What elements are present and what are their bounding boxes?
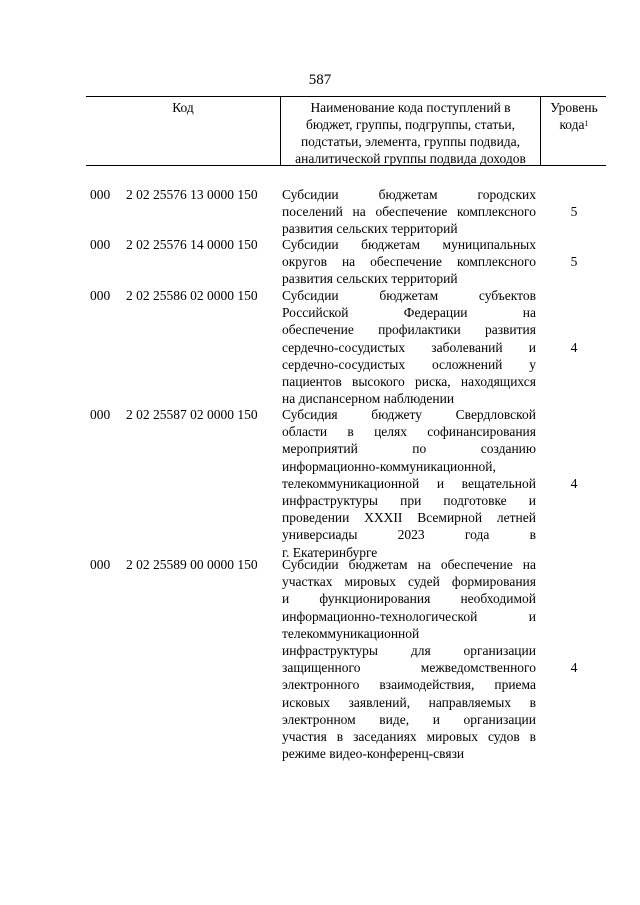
row-name-line: инфраструктуры при подготовке и: [282, 493, 536, 509]
header-level-word: кода: [559, 117, 585, 132]
header-code: Код: [172, 100, 194, 115]
row-name-line: участках мировых судей формирования: [282, 574, 536, 590]
row-level: 5: [570, 204, 578, 220]
row-name: [282, 556, 536, 762]
row-code: 2 02 25576 14 0000 150: [126, 237, 258, 252]
header-name-line: Наименование кода поступлений в: [310, 100, 511, 115]
row-name-line: Субсидия бюджету Свердловской: [282, 407, 536, 422]
row-name-line: мероприятий по созданию: [282, 441, 536, 457]
row-name-line: Субсидии бюджетам муниципальных: [282, 237, 536, 252]
row-name-line: сердечно-сосудистых осложнений у: [282, 356, 536, 372]
row-name-line: проведении XXXII Всемирной летней: [282, 510, 536, 526]
row-code: 2 02 25589 00 0000 150: [126, 557, 258, 572]
row-name-line: универсиады 2023 года в: [282, 527, 536, 543]
table-row: [86, 236, 606, 288]
row-name-line: обеспечение профилактики развития: [282, 322, 536, 338]
row-kind: 000: [90, 288, 111, 303]
row-kind: 000: [90, 187, 111, 202]
row-name-line: участия в заседаниях мировых судов в: [282, 729, 536, 745]
row-name-line: информационно-технологической и: [282, 608, 536, 624]
row-code: 2 02 25586 02 0000 150: [126, 288, 258, 303]
header-name-line: аналитической группы подвида доходов: [295, 151, 526, 166]
row-name: [282, 236, 536, 288]
table-row: [86, 186, 606, 238]
row-name-line: развития сельских территорий: [282, 271, 458, 287]
row-name-line: электронного взаимодействия, приема: [282, 677, 536, 693]
row-name: [282, 287, 536, 407]
row-name-line: сердечно-сосудистых заболеваний и: [282, 339, 536, 355]
row-kind: 000: [90, 237, 111, 252]
row-name-line: телекоммуникационной: [282, 625, 420, 641]
header-name-line: бюджет, группы, подгруппы, статьи,: [306, 117, 515, 132]
header-level: [541, 97, 607, 165]
table-header: [86, 96, 606, 166]
row-level: 5: [570, 254, 578, 270]
row-name-line: информационно-коммуникационной,: [282, 458, 496, 474]
row-code: 2 02 25587 02 0000 150: [126, 407, 258, 422]
row-name: [282, 186, 536, 238]
row-code: 2 02 25576 13 0000 150: [126, 187, 258, 202]
row-name-line: округов на обеспечение комплексного: [282, 254, 536, 270]
header-level-line: [541, 116, 607, 133]
row-name-line: Субсидии бюджетам субъектов: [282, 288, 536, 303]
table-row: [86, 556, 606, 762]
row-kind: 000: [90, 407, 111, 422]
row-name-line: режиме видео-конференц-связи: [282, 746, 465, 762]
table-row: [86, 406, 606, 561]
header-name-line: подстатьи, элемента, группы подвида,: [300, 134, 521, 149]
row-name-line: на диспансерном наблюдении: [282, 391, 455, 407]
row-name-line: области в целях софинансирования: [282, 424, 536, 440]
row-kind: 000: [90, 557, 111, 572]
row-name-line: исковых заявлений, направляемых в: [282, 694, 536, 710]
header-name: [280, 97, 541, 165]
row-name-line: электронном виде, и организации: [282, 711, 536, 727]
row-name: [282, 406, 536, 561]
row-name-line: и функционирования необходимой: [282, 591, 536, 607]
row-name-line: инфраструктуры для организации: [282, 643, 536, 659]
row-name-line: Субсидии бюджетам на обеспечение на: [282, 557, 536, 572]
header-level-line: Уровень: [550, 100, 598, 115]
row-name-line: пациентов высокого риска, находящихся: [282, 374, 536, 390]
page-number: 587: [308, 72, 332, 88]
header-level-footnote: 1: [584, 119, 589, 128]
row-name-line: Субсидии бюджетам городских: [282, 187, 536, 202]
row-name-line: Российской Федерации на: [282, 305, 536, 321]
row-level: 4: [570, 475, 578, 491]
row-name-line: защищенного межведомственного: [282, 660, 536, 676]
row-name-line: телекоммуникационной и вещательной: [282, 475, 536, 491]
row-name-line: поселений на обеспечение комплексного: [282, 204, 536, 220]
row-level: 4: [570, 660, 578, 676]
row-name-line: г. Екатеринбурге: [282, 544, 378, 560]
row-name-line: развития сельских территорий: [282, 221, 458, 237]
row-level: 4: [570, 339, 578, 355]
table-row: [86, 287, 606, 407]
